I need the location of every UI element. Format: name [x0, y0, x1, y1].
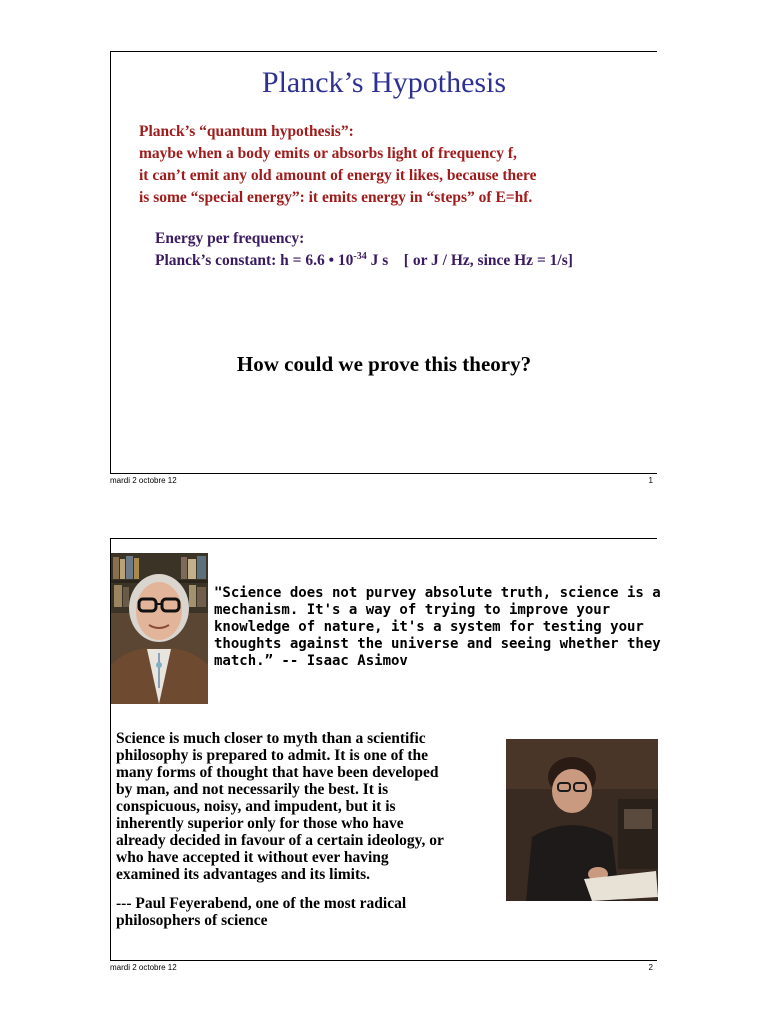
hypothesis-line: Planck’s “quantum hypothesis”:	[139, 123, 354, 140]
hypothesis-line: maybe when a body emits or absorbs light of frequency f,	[139, 145, 517, 162]
quote-line: conspicuous, noisy, and impudent, but it is	[116, 798, 396, 815]
feyerabend-quote	[116, 730, 506, 883]
quote-line: inherently superior only for those who have	[116, 815, 404, 832]
page-number: 1	[648, 476, 653, 485]
quote-line: match.” -- Isaac Asimov	[214, 653, 408, 669]
slide-footer-1	[110, 476, 653, 485]
energy-label: Energy per frequency:	[155, 230, 305, 247]
quote-line: examined its advantages and its limits.	[116, 866, 371, 883]
hypothesis-text	[139, 121, 649, 209]
constant-exponent: -34	[353, 251, 367, 262]
quote-line: mechanism. It's a way of trying to improve your	[214, 602, 611, 618]
attribution-line: philosophers of science	[116, 912, 268, 929]
quote-line: already decided in favour of a certain ideology, or	[116, 832, 444, 849]
footer-date: mardi 2 octobre 12	[110, 476, 177, 485]
quote-line: philosophy is prepared to admit. It is one of the	[116, 747, 429, 764]
constant-suffix: J s [ or J / Hz, since Hz = 1/s]	[366, 252, 573, 269]
quote-line: many forms of thought that have been developed	[116, 764, 439, 781]
footer-date: mardi 2 octobre 12	[110, 963, 177, 972]
feyerabend-attribution	[116, 895, 506, 929]
feyerabend-photo	[506, 739, 658, 901]
hypothesis-line: is some “special energy”: it emits energy in “steps” of E=hf.	[139, 189, 533, 206]
hypothesis-line: it can’t emit any old amount of energy it likes, because there	[139, 167, 537, 184]
quote-line: who have accepted it without ever having	[116, 849, 389, 866]
quote-line: Science is much closer to myth than a scientific	[116, 730, 426, 747]
asimov-quote	[214, 585, 661, 670]
quote-line: by man, and not necessarily the best. It is	[116, 781, 389, 798]
planck-constant-line	[155, 250, 573, 272]
constant-prefix: Planck’s constant: h = 6.6 • 10	[155, 252, 354, 269]
quote-line: "Science does not purvey absolute truth, science is a	[214, 585, 661, 601]
slide-title: Planck’s Hypothesis	[261, 66, 507, 99]
planck-constant-text	[155, 228, 573, 272]
slide-footer-2	[110, 963, 653, 972]
quote-line: knowledge of nature, it's a system for testing your	[214, 619, 644, 635]
quote-line: thoughts against the universe and seeing whether they	[214, 636, 661, 652]
attribution-line: --- Paul Feyerabend, one of the most radical	[116, 895, 407, 912]
slide-2	[110, 538, 661, 961]
page-number: 2	[648, 963, 653, 972]
asimov-photo	[111, 553, 208, 704]
slide-1	[110, 51, 657, 474]
question-text: How could we prove this theory?	[236, 352, 532, 376]
